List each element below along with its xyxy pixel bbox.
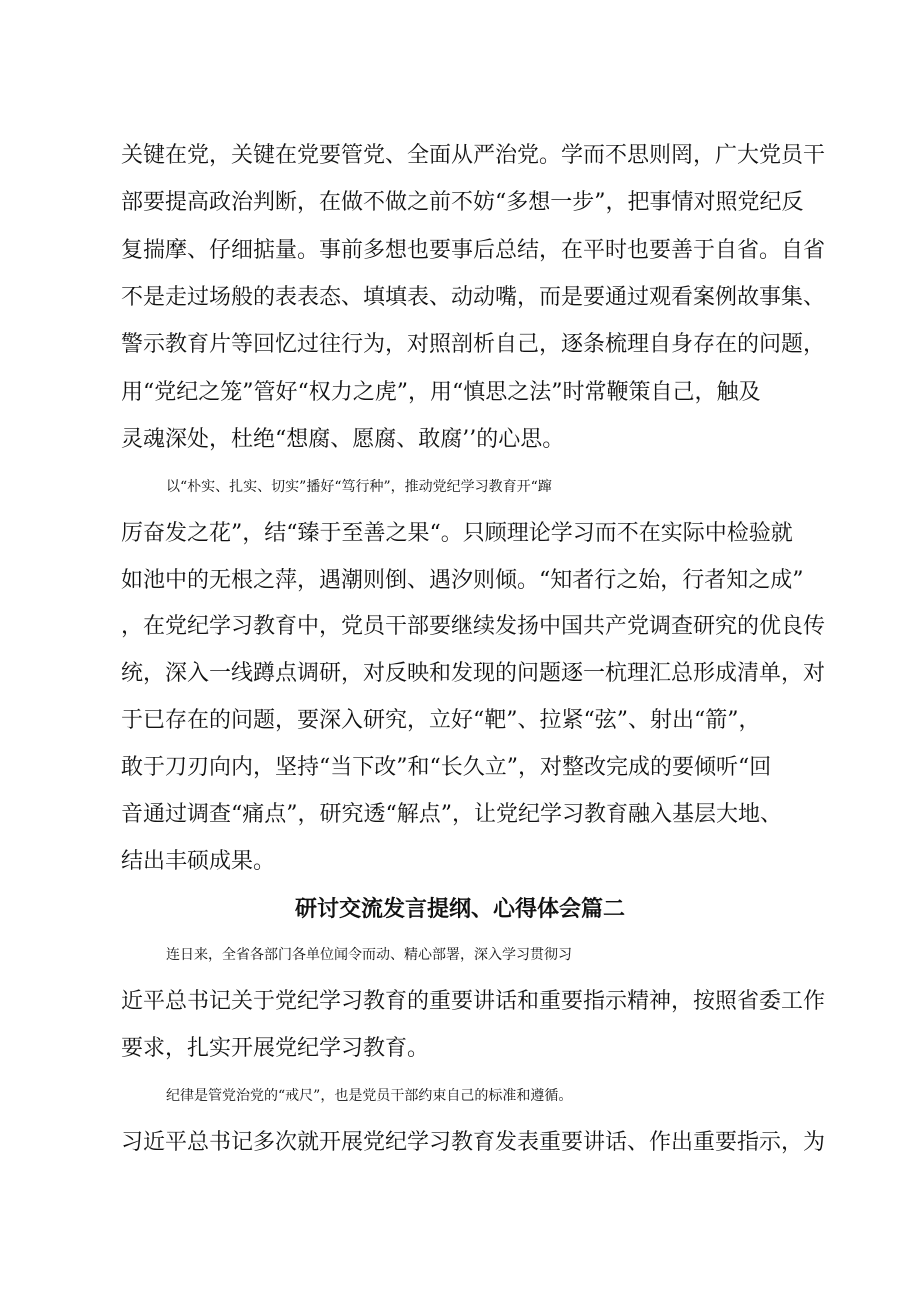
paragraph-3-line-3: 要求，扎实开展党纪学习教育。 <box>121 1036 430 1061</box>
section-heading: 研讨交流发言提纲、心得体会篇二 <box>294 897 625 922</box>
paragraph-1-line-7: 灵魂深处，杜绝“想腐、愿腐、敢腐’’的心思。 <box>121 427 565 452</box>
paragraph-1-line-1: 关键在党，关键在党要管党、全面从严治党。学而不思则罔，广大党员干 <box>121 143 826 168</box>
paragraph-2-line-5: 统，深入一线蹲点调研，对反映和发现的问题逐一杭理汇总形成清单，对 <box>121 661 826 686</box>
paragraph-1-line-3: 复揣摩、仔细掂量。事前多想也要事后总结，在平时也要善于自省。自省 <box>121 238 826 263</box>
paragraph-2-line-8: 音通过调查“痛点”，研究透“解点”，让党纪学习教育融入基层大地、 <box>121 802 782 827</box>
paragraph-2-line-3: 如池中的无根之萍，遇潮则倒、遇汐则倾。“知者行之始，行者知之成” <box>121 568 804 593</box>
paragraph-1-line-5: 警示教育片等回忆过往行为，对照剖析自己，逐条梳理自身存在的问题， <box>121 332 826 357</box>
paragraph-2-line-7: 敢于刀刃向内，坚持“当下改”和“长久立”，对整改完成的要倾听“回 <box>121 755 772 780</box>
paragraph-3-line-2: 近平总书记关于党纪学习教育的重要讲话和重要指示精神，按照省委工作 <box>121 989 826 1014</box>
paragraph-4-line-2: 习近平总书记多次就开展党纪学习教育发表重要讲话、作出重要指示，为 <box>121 1130 826 1155</box>
paragraph-2-line-2: 厉奋发之花”，结“臻于至善之果“。只顾理论学习而不在实际中检验就 <box>121 521 793 546</box>
paragraph-1-line-2: 部要提高政治判断，在做不做之前不妨“多想一步”，把事情对照党纪反 <box>121 190 804 215</box>
paragraph-1-line-6: 用“党纪之笼”管好“权力之虎”，用“慎思之法”时常鞭策自己，触及 <box>121 380 761 405</box>
paragraph-2-line-6: 于已存在的问题，要深入研究，立好“靶”、拉紧“弦”、射出“箭”， <box>121 708 761 733</box>
paragraph-2-line-4: ，在党纪学习教育中，党员干部要继续发扬中国共产党调查研究的优良传 <box>121 614 826 639</box>
paragraph-2-line-9: 结出丰硕成果。 <box>121 849 276 874</box>
paragraph-4-line-1: 纪律是管党治党的“戒尺”，也是党员干部约束自己的标准和遵循。 <box>166 1088 573 1104</box>
paragraph-1-line-4: 不是走过场般的表表态、填填表、动动嘴，而是要通过观看案例故事集、 <box>121 285 826 310</box>
paragraph-2-line-1: 以“朴实、扎实、切实”播好“笃行种”，推动党纪学习教育开“蹿 <box>166 479 552 495</box>
paragraph-3-line-1: 连日来，全省各部门各单位闻令而动、精心部署，深入学习贯彻习 <box>166 947 572 963</box>
